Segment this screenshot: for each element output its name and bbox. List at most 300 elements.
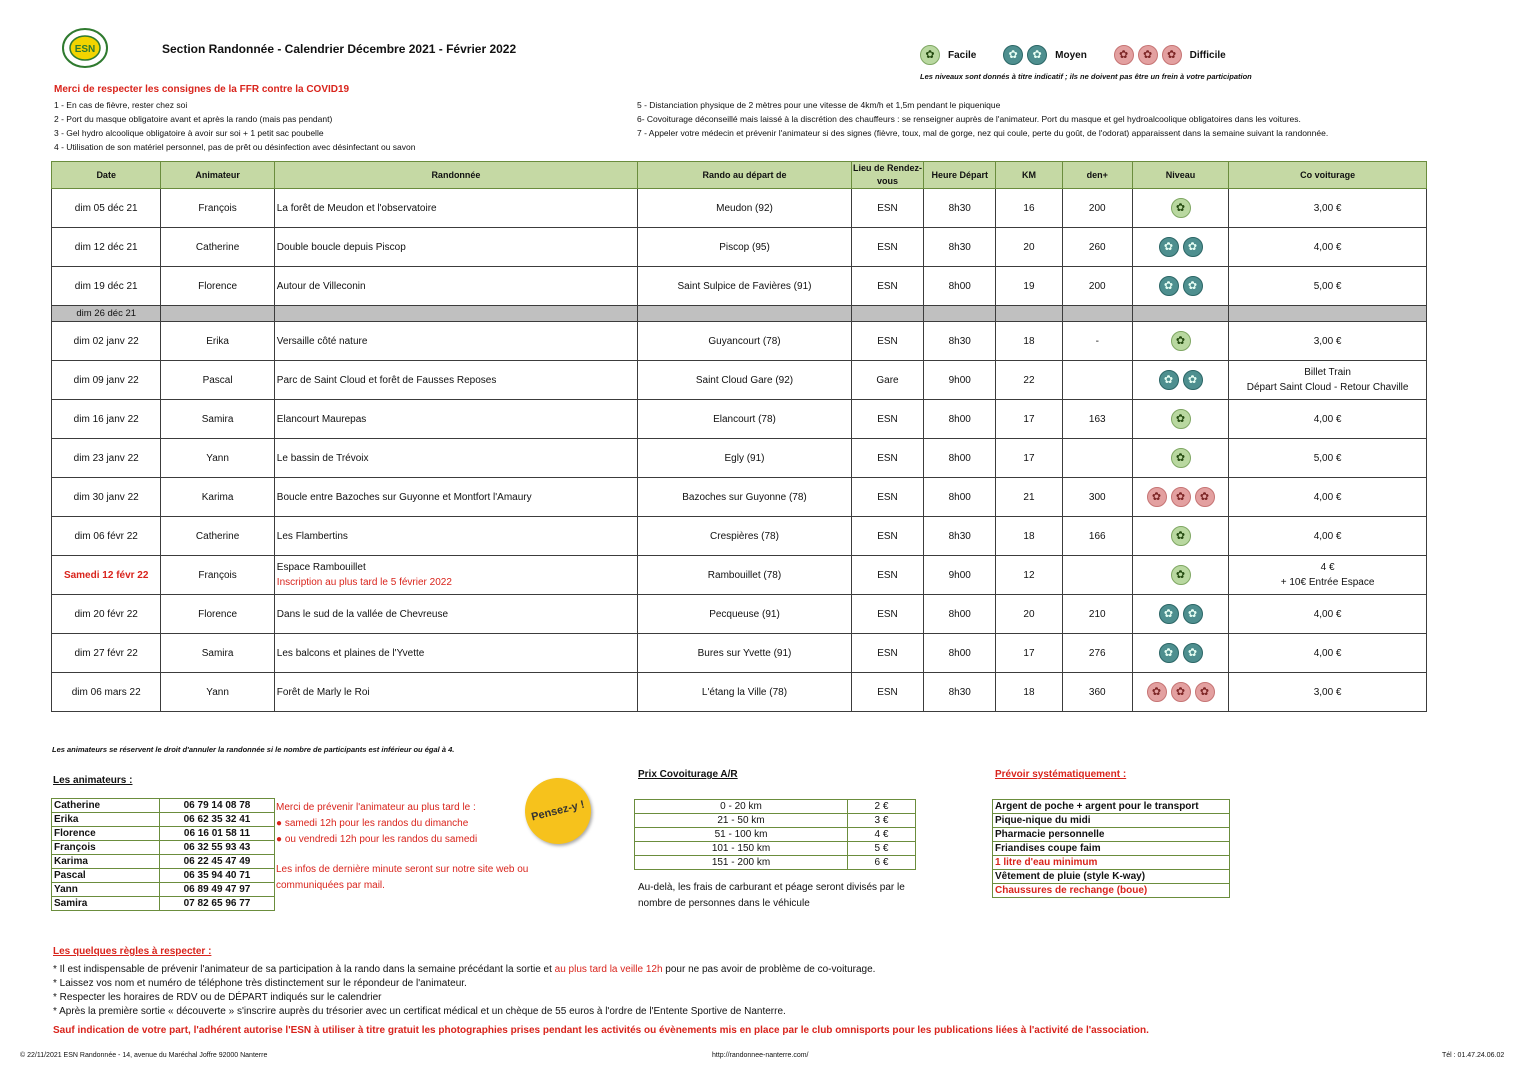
cell-heure: 8h30 — [924, 228, 996, 267]
rando-name: Autour de Villeconin — [276, 280, 366, 292]
hiker-easy-icon: ✿ — [1171, 526, 1191, 546]
cell-depart: Crespières (78) — [638, 517, 852, 556]
animateur-row — [52, 883, 275, 897]
prix-range: 0 - 20 km — [635, 800, 848, 814]
prix-range: 151 - 200 km — [635, 856, 848, 870]
hiker-medium-icon: ✿ — [1159, 370, 1179, 390]
legend-medium-label: Moyen — [1055, 49, 1087, 61]
rando-name: Elancourt Maurepas — [276, 413, 367, 425]
cell-randonnee — [274, 556, 637, 595]
cell-den: 260 — [1062, 228, 1132, 267]
cell-lieu: ESN — [851, 595, 923, 634]
animateur-row — [52, 813, 275, 827]
prix-row — [635, 814, 916, 828]
cell-randonnee — [274, 228, 637, 267]
covid-rule: 2 - Port du masque obligatoire avant et après la rando (mais pas pendant) — [54, 114, 333, 124]
rando-name: Forêt de Marly le Roi — [276, 686, 370, 698]
cell-covoit — [1229, 673, 1427, 712]
cell-date: dim 06 févr 22 — [52, 517, 161, 556]
covid-rule: 1 - En cas de fièvre, rester chez soi — [54, 100, 188, 110]
prevoir-row — [993, 842, 1230, 856]
prevoir-table — [992, 799, 1230, 898]
prevoir-row — [993, 814, 1230, 828]
cell-empty — [924, 306, 996, 322]
covoit-note: Départ Saint Cloud - Retour Chaville — [1246, 382, 1409, 393]
cell-empty — [996, 306, 1062, 322]
table-row — [52, 517, 1427, 556]
rando-name: Parc de Saint Cloud et forêt de Fausses Reposes — [276, 374, 497, 386]
cell-depart: Rambouillet (78) — [638, 556, 852, 595]
covoit-value: 3,00 € — [1313, 335, 1342, 347]
cell-covoit — [1229, 267, 1427, 306]
cell-km: 20 — [996, 228, 1062, 267]
cell-date: dim 23 janv 22 — [52, 439, 161, 478]
hiker-medium-icon: ✿ — [1159, 276, 1179, 296]
prix-range: 21 - 50 km — [635, 814, 848, 828]
hiker-medium-icon: ✿ — [1183, 370, 1203, 390]
cell-den: 360 — [1062, 673, 1132, 712]
cell-covoit — [1229, 478, 1427, 517]
cell-lieu: ESN — [851, 267, 923, 306]
rando-name: Les balcons et plaines de l'Yvette — [276, 647, 425, 659]
cell-animateur: Catherine — [161, 228, 274, 267]
cell-heure: 8h30 — [924, 189, 996, 228]
col-niveau: Niveau — [1132, 162, 1228, 189]
cell-km: 17 — [996, 439, 1062, 478]
rando-name: Boucle entre Bazoches sur Guyonne et Montfort l'Amaury — [276, 491, 532, 503]
cell-heure: 8h00 — [924, 478, 996, 517]
prix-table — [634, 799, 916, 870]
regle-item: * Après la première sortie « découverte » s'inscrire auprès du trésorier avec un certificat médical et un chèque de 55 euros à l'ordre de l'Entente Sportive de Nanterre. — [53, 1006, 786, 1017]
animateur-phone: 06 89 49 47 97 — [160, 883, 275, 897]
covoit-value: 3,00 € — [1313, 686, 1342, 698]
animateurs-title: Les animateurs : — [53, 775, 133, 786]
table-row — [52, 306, 1427, 322]
covoit-value: 4,00 € — [1313, 530, 1342, 542]
animateur-phone: 07 82 65 96 77 — [160, 897, 275, 911]
animateur-name: François — [52, 841, 160, 855]
cell-lieu: ESN — [851, 673, 923, 712]
cell-km: 22 — [996, 361, 1062, 400]
cell-date: dim 19 déc 21 — [52, 267, 161, 306]
cell-date: dim 09 janv 22 — [52, 361, 161, 400]
cell-km: 20 — [996, 595, 1062, 634]
cell-depart: Saint Cloud Gare (92) — [638, 361, 852, 400]
animateur-row — [52, 869, 275, 883]
animateur-name: Erika — [52, 813, 160, 827]
animateurs-table — [51, 798, 275, 911]
cell-covoit — [1229, 189, 1427, 228]
hiker-hard-icon: ✿ — [1195, 682, 1215, 702]
cell-lieu: ESN — [851, 439, 923, 478]
prix-row — [635, 828, 916, 842]
hiker-medium-icon: ✿ — [1183, 643, 1203, 663]
rando-name: Les Flambertins — [276, 530, 348, 542]
cell-empty — [1132, 306, 1228, 322]
covid-rules-right — [637, 98, 1328, 140]
regles-list — [53, 963, 875, 1019]
cell-niveau — [1132, 595, 1228, 634]
cell-lieu: ESN — [851, 322, 923, 361]
cell-randonnee — [274, 267, 637, 306]
regles-title: Les quelques règles à respecter : — [53, 946, 212, 957]
prix-price: 5 € — [848, 842, 916, 856]
cell-covoit — [1229, 595, 1427, 634]
rando-name: Dans le sud de la vallée de Chevreuse — [276, 608, 449, 620]
cell-animateur: Samira — [161, 400, 274, 439]
footer-website-link[interactable]: http://randonnee-nanterre.com/ — [712, 1052, 809, 1059]
covoit-value: Billet Train — [1304, 367, 1351, 378]
cell-covoit — [1229, 517, 1427, 556]
prevoir-row — [993, 870, 1230, 884]
cell-heure: 9h00 — [924, 361, 996, 400]
cell-lieu: ESN — [851, 400, 923, 439]
cell-heure: 8h00 — [924, 595, 996, 634]
animateur-phone: 06 35 94 40 71 — [160, 869, 275, 883]
cell-lieu: Gare — [851, 361, 923, 400]
cell-niveau — [1132, 400, 1228, 439]
cell-niveau — [1132, 361, 1228, 400]
table-row — [52, 267, 1427, 306]
covid-title: Merci de respecter les consignes de la FFR contre la COVID19 — [54, 84, 350, 95]
prevenir-block — [276, 800, 477, 848]
prevoir-item: Chaussures de rechange (boue) — [993, 884, 1230, 898]
covid-rule: 7 - Appeler votre médecin et prévenir l'animateur si des signes (fièvre, toux, mal de gorge, nez qui coule, perte du goût, de l'odorat) apparaissent dans la semaine suivant la randonnée. — [637, 128, 1329, 138]
cell-den: 210 — [1062, 595, 1132, 634]
cell-animateur: Florence — [161, 595, 274, 634]
prevoir-item: Friandises coupe faim — [993, 842, 1230, 856]
calendar-body — [52, 189, 1427, 712]
cell-animateur: Erika — [161, 322, 274, 361]
prevoir-item: 1 litre d'eau minimum — [993, 856, 1230, 870]
cell-lieu: ESN — [851, 556, 923, 595]
page-title: Section Randonnée - Calendrier Décembre 2021 - Février 2022 — [162, 42, 517, 56]
rando-name: Espace Rambouillet — [276, 562, 366, 573]
hiker-hard-icon: ✿ — [1114, 45, 1134, 65]
prevoir-item: Pique-nique du midi — [993, 814, 1230, 828]
cell-km: 19 — [996, 267, 1062, 306]
cell-covoit — [1229, 228, 1427, 267]
table-row — [52, 634, 1427, 673]
cell-depart: Piscop (95) — [638, 228, 852, 267]
cell-den: 166 — [1062, 517, 1132, 556]
cell-niveau — [1132, 556, 1228, 595]
cell-depart: Elancourt (78) — [638, 400, 852, 439]
hiker-hard-icon: ✿ — [1138, 45, 1158, 65]
cell-covoit — [1229, 400, 1427, 439]
cell-covoit — [1229, 361, 1427, 400]
cell-date: Samedi 12 févr 22 — [52, 556, 161, 595]
animateur-phone: 06 79 14 08 78 — [160, 799, 275, 813]
cell-randonnee — [274, 478, 637, 517]
hiker-easy-icon: ✿ — [1171, 198, 1191, 218]
cell-animateur: François — [161, 556, 274, 595]
rando-name: Le bassin de Trévoix — [276, 452, 369, 464]
cell-lieu: ESN — [851, 228, 923, 267]
covoit-value: 4 € — [1320, 562, 1335, 573]
cell-date: dim 02 janv 22 — [52, 322, 161, 361]
cell-heure: 9h00 — [924, 556, 996, 595]
cell-animateur: Yann — [161, 673, 274, 712]
hiker-medium-icon: ✿ — [1003, 45, 1023, 65]
regle-item: * Laissez vos nom et numéro de téléphone très distinctement sur le répondeur de l'animateur. — [53, 978, 467, 989]
col-km: KM — [996, 162, 1062, 189]
cell-den: 200 — [1062, 189, 1132, 228]
table-row — [52, 400, 1427, 439]
cell-randonnee — [274, 361, 637, 400]
cell-den — [1062, 439, 1132, 478]
cell-date: dim 20 févr 22 — [52, 595, 161, 634]
cell-randonnee — [274, 634, 637, 673]
rando-note: Inscription au plus tard le 5 février 2022 — [276, 577, 452, 588]
animateur-row — [52, 897, 275, 911]
covid-rules-left — [54, 98, 415, 154]
animateur-phone: 06 32 55 93 43 — [160, 841, 275, 855]
cell-animateur: Karima — [161, 478, 274, 517]
covid-rule: 6- Covoiturage déconseillé mais laissé à la discrétion des chauffeurs : se renseigner auprès de l'animateur. Port du masque et gel hydroalcoolique obligatoires dans les voitures. — [637, 114, 1301, 124]
covoit-value: 5,00 € — [1313, 280, 1342, 292]
legend-easy-label: Facile — [948, 49, 977, 61]
cell-date: dim 12 déc 21 — [52, 228, 161, 267]
animateur-phone: 06 22 45 47 49 — [160, 855, 275, 869]
pensez-y-sticker: Pensez-y ! — [518, 771, 598, 851]
cell-km: 17 — [996, 400, 1062, 439]
animateur-name: Florence — [52, 827, 160, 841]
infos-note: Les infos de dernière minute seront sur notre site web ou communiquées par mail. — [276, 864, 529, 891]
cell-heure: 8h00 — [924, 439, 996, 478]
animateur-phone: 06 16 01 58 11 — [160, 827, 275, 841]
table-row — [52, 228, 1427, 267]
prevoir-row — [993, 856, 1230, 870]
cell-empty — [1229, 306, 1427, 322]
cell-randonnee — [274, 439, 637, 478]
prix-price: 6 € — [848, 856, 916, 870]
cell-niveau — [1132, 322, 1228, 361]
cell-date: dim 27 févr 22 — [52, 634, 161, 673]
cell-km: 12 — [996, 556, 1062, 595]
cell-animateur: Yann — [161, 439, 274, 478]
prix-row — [635, 842, 916, 856]
cell-km: 16 — [996, 189, 1062, 228]
prevenir-line: ● samedi 12h pour les randos du dimanche — [276, 818, 469, 829]
animateur-name: Yann — [52, 883, 160, 897]
cell-heure: 8h00 — [924, 400, 996, 439]
cell-depart: Pecqueuse (91) — [638, 595, 852, 634]
prix-row — [635, 856, 916, 870]
prix-price: 3 € — [848, 814, 916, 828]
footer-left: © 22/11/2021 ESN Randonnée - 14, avenue du Maréchal Joffre 92000 Nanterre — [20, 1052, 268, 1059]
cell-den: - — [1062, 322, 1132, 361]
cell-km: 21 — [996, 478, 1062, 517]
table-row — [52, 439, 1427, 478]
cell-randonnee — [274, 595, 637, 634]
hiker-easy-icon: ✿ — [920, 45, 940, 65]
animateur-name: Karima — [52, 855, 160, 869]
col-covoit: Co voiturage — [1229, 162, 1427, 189]
cell-niveau — [1132, 189, 1228, 228]
cell-niveau — [1132, 634, 1228, 673]
cell-heure: 8h30 — [924, 322, 996, 361]
cell-animateur: Florence — [161, 267, 274, 306]
prevoir-row — [993, 828, 1230, 842]
cell-den — [1062, 361, 1132, 400]
table-row — [52, 189, 1427, 228]
cell-den: 300 — [1062, 478, 1132, 517]
prix-range: 101 - 150 km — [635, 842, 848, 856]
footer-phone: Tél : 01.47.24.06.02 — [1442, 1052, 1505, 1059]
esn-logo — [50, 26, 120, 70]
photo-authorization: Sauf indication de votre part, l'adhérent autorise l'ESN à utiliser à titre gratuit les photographies prises pendant les activités ou évènements mis en place par le club omnisports pour les publications liées à l'activité de l'association. — [53, 1025, 1149, 1036]
prevenir-line: ● ou vendredi 12h pour les randos du samedi — [276, 834, 478, 845]
animateur-name: Pascal — [52, 869, 160, 883]
prevenir-line: Merci de prévenir l'animateur au plus tard le : — [276, 802, 476, 813]
calendar-table — [51, 161, 1427, 712]
cell-den: 200 — [1062, 267, 1132, 306]
hiker-medium-icon: ✿ — [1183, 604, 1203, 624]
rando-name: Versaille côté nature — [276, 335, 368, 347]
cell-depart: L'étang la Ville (78) — [638, 673, 852, 712]
svg-text:ESN: ESN — [74, 44, 96, 55]
cell-niveau — [1132, 673, 1228, 712]
cell-km: 18 — [996, 322, 1062, 361]
cell-covoit — [1229, 556, 1427, 595]
cell-niveau — [1132, 478, 1228, 517]
calendar-header-row — [52, 162, 1427, 189]
table-row — [52, 673, 1427, 712]
covoit-value: 4,00 € — [1313, 608, 1342, 620]
cell-niveau — [1132, 439, 1228, 478]
hiker-easy-icon: ✿ — [1171, 409, 1191, 429]
cell-empty — [638, 306, 852, 322]
cell-heure: 8h00 — [924, 634, 996, 673]
cell-covoit — [1229, 634, 1427, 673]
col-lieu: Lieu de Rendez-vous — [851, 162, 923, 189]
table-row — [52, 556, 1427, 595]
hiker-hard-icon: ✿ — [1171, 682, 1191, 702]
cell-km: 17 — [996, 634, 1062, 673]
cell-depart: Saint Sulpice de Favières (91) — [638, 267, 852, 306]
hiker-easy-icon: ✿ — [1171, 331, 1191, 351]
hiker-easy-icon: ✿ — [1171, 565, 1191, 585]
cell-randonnee — [274, 322, 637, 361]
cell-heure: 8h00 — [924, 267, 996, 306]
rando-name: La forêt de Meudon et l'observatoire — [276, 202, 437, 214]
prevoir-item: Vêtement de pluie (style K-way) — [993, 870, 1230, 884]
cell-empty — [851, 306, 923, 322]
prix-price: 2 € — [848, 800, 916, 814]
cell-date: dim 30 janv 22 — [52, 478, 161, 517]
level-legend — [918, 45, 1248, 65]
covid-rule: 5 - Distanciation physique de 2 mètres pour une vitesse de 4km/h et 1,5m pendant le piquenique — [637, 100, 1001, 110]
table-row — [52, 361, 1427, 400]
cell-covoit — [1229, 439, 1427, 478]
hiker-hard-icon: ✿ — [1147, 487, 1167, 507]
covoit-value: 4,00 € — [1313, 413, 1342, 425]
hiker-hard-icon: ✿ — [1162, 45, 1182, 65]
regle-item: * Il est indispensable de prévenir l'animateur de sa participation à la rando dans la semaine précédant la sortie et au plus tard la veille 12h pour ne pas avoir de problème de co-voiturage. — [53, 964, 876, 975]
covoit-value: 4,00 € — [1313, 491, 1342, 503]
animateur-name: Catherine — [52, 799, 160, 813]
prix-row — [635, 800, 916, 814]
hiker-medium-icon: ✿ — [1183, 237, 1203, 257]
cell-lieu: ESN — [851, 634, 923, 673]
cell-depart: Meudon (92) — [638, 189, 852, 228]
prix-range: 51 - 100 km — [635, 828, 848, 842]
cell-randonnee — [274, 189, 637, 228]
cell-empty — [161, 306, 274, 322]
prix-title: Prix Covoiturage A/R — [638, 769, 738, 780]
cell-date: dim 16 janv 22 — [52, 400, 161, 439]
covoit-value: 4,00 € — [1313, 241, 1342, 253]
hiker-easy-icon: ✿ — [1171, 448, 1191, 468]
legend-note: Les niveaux sont donnés à titre indicatif ; ils ne doivent pas être un frein à votre participation — [920, 72, 1252, 81]
cell-den: 276 — [1062, 634, 1132, 673]
cell-lieu: ESN — [851, 478, 923, 517]
hiker-medium-icon: ✿ — [1159, 604, 1179, 624]
prix-price: 4 € — [848, 828, 916, 842]
covoit-value: 3,00 € — [1313, 202, 1342, 214]
hiker-hard-icon: ✿ — [1147, 682, 1167, 702]
hiker-hard-icon: ✿ — [1195, 487, 1215, 507]
hiker-medium-icon: ✿ — [1027, 45, 1047, 65]
cell-randonnee — [274, 517, 637, 556]
cell-den — [1062, 556, 1132, 595]
animateur-phone: 06 62 35 32 41 — [160, 813, 275, 827]
cell-randonnee — [274, 400, 637, 439]
cell-km: 18 — [996, 673, 1062, 712]
cell-empty — [1062, 306, 1132, 322]
prevoir-item: Pharmacie personnelle — [993, 828, 1230, 842]
covoit-value: 4,00 € — [1313, 647, 1342, 659]
animateur-row — [52, 827, 275, 841]
cell-niveau — [1132, 517, 1228, 556]
cell-date: dim 05 déc 21 — [52, 189, 161, 228]
hiker-medium-icon: ✿ — [1159, 237, 1179, 257]
legend-hard-label: Difficile — [1189, 49, 1226, 61]
animateur-row — [52, 799, 275, 813]
prevoir-item: Argent de poche + argent pour le transport — [993, 800, 1230, 814]
cell-lieu: ESN — [851, 189, 923, 228]
prevoir-row — [993, 800, 1230, 814]
col-animateur: Animateur — [161, 162, 274, 189]
cell-lieu: ESN — [851, 517, 923, 556]
table-row — [52, 595, 1427, 634]
col-randonnee: Randonnée — [274, 162, 637, 189]
rando-name: Double boucle depuis Piscop — [276, 241, 406, 253]
cell-date: dim 26 déc 21 — [52, 306, 161, 322]
cell-depart: Egly (91) — [638, 439, 852, 478]
covoit-note: + 10€ Entrée Espace — [1280, 577, 1375, 588]
prix-note: Au-delà, les frais de carburant et péage seront divisés par le nombre de personnes dans le véhicule — [638, 882, 905, 909]
hiker-hard-icon: ✿ — [1171, 487, 1191, 507]
table-row — [52, 322, 1427, 361]
cell-animateur: Pascal — [161, 361, 274, 400]
hiker-medium-icon: ✿ — [1159, 643, 1179, 663]
col-heure: Heure Départ — [924, 162, 996, 189]
cell-den: 163 — [1062, 400, 1132, 439]
regle-item: * Respecter les horaires de RDV ou de DÉPART indiqués sur le calendrier — [53, 992, 382, 1003]
animateur-row — [52, 855, 275, 869]
cell-depart: Bazoches sur Guyonne (78) — [638, 478, 852, 517]
animateur-name: Samira — [52, 897, 160, 911]
col-depart: Rando au départ de — [638, 162, 852, 189]
cell-animateur: Catherine — [161, 517, 274, 556]
hiker-medium-icon: ✿ — [1183, 276, 1203, 296]
cancellation-note: Les animateurs se réservent le droit d'annuler la randonnée si le nombre de participants est inférieur ou égal à 4. — [52, 745, 455, 754]
covid-rule: 3 - Gel hydro alcoolique obligatoire à avoir sur soi + 1 petit sac poubelle — [54, 128, 324, 138]
cell-niveau — [1132, 267, 1228, 306]
cell-niveau — [1132, 228, 1228, 267]
